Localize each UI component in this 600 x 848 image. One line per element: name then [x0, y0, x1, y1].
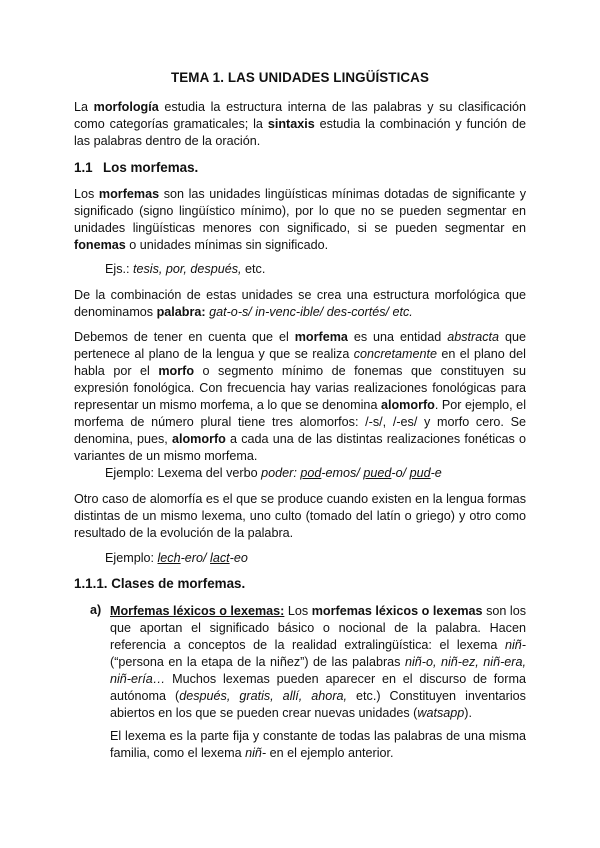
paragraph-alomorfia: Otro caso de alomorfía es el que se produce cuando existen en la lengua formas distintas de un mismo lexema, uno culto (tomado del latín o griego) y otro como resultado de la evolución de la palabra.: [74, 492, 526, 540]
section-title: Los morfemas.: [103, 160, 199, 175]
section-heading-morfemas: [74, 160, 198, 175]
example-lech-lact: Ejemplo: lech-ero/ lact-eo: [105, 551, 248, 565]
term-morfemas-lexicos: morfemas léxicos o lexemas: [311, 604, 483, 618]
term-morfologia: morfología: [93, 100, 159, 114]
section-heading-clases: 1.1.1. Clases de morfemas.: [74, 576, 246, 591]
term-morfema: morfema: [294, 330, 348, 344]
term-fonemas: fonemas: [74, 238, 126, 252]
example-ejs: Ejs.: tesis, por, después, etc.: [105, 262, 266, 276]
paragraph-lexema-fija: El lexema es la parte fija y constante de todas las palabras de una misma familia, como el lexema niñ- en el ejemplo anterior.: [110, 729, 526, 760]
paragraph-morfema-morfo-alomorfo: Debemos de tener en cuenta que el morfema es una entidad abstracta que pertenece al plano de la lengua y que se realiza concretamente en el plano del habla por el morfo o segmento mínimo de fonemas que constituyen su expresión fonológica. Con frecuencia hay varias realizaciones fonológicas para representar un mismo morfema, a lo que se denomina alomorfo. Por ejemplo, el morfema de número plural tiene tres alomorfos: /-s/, /-es/ y morfo cero. Se denomina, pues, alomorfo a cada una de las distintas realizaciones fonéticas o variantes de un mismo morfema.: [74, 330, 526, 463]
term-morfo: morfo: [158, 364, 195, 378]
term-alomorfo: alomorfo: [380, 398, 435, 412]
list-item-lexemas: Morfemas léxicos o lexemas: Los morfemas léxicos o lexemas son los que aportan el significado básico o nocional de la palabra. Hacen referencia a conceptos de la realidad extralingüística: el lexema niñ- (“persona en la etapa de la niñez”) de las palabras niñ-o, niñ-ez, niñ-era, niñ-ería… Muchos lexemas pueden aparecer en el discurso de forma autónoma (después, gratis, allí, ahora, etc.) Constituyen inventarios abiertos en los que se pueden crear nuevas unidades (watsapp).: [110, 604, 527, 720]
list-marker-a: a): [90, 603, 102, 617]
paragraph-morfemas-definition: Los morfemas son las unidades lingüísticas mínimas dotadas de significante y significado (signo lingüístico mínimo), por lo que no se pueden segmentar en unidades lingüísticas menores con significado, si se pueden segmentar en fonemas o unidades mínimas sin significado.: [74, 187, 526, 252]
page-title: TEMA 1. LAS UNIDADES LINGÜÍSTICAS: [171, 70, 429, 85]
paragraph-palabra: De la combinación de estas unidades se crea una estructura morfológica que denominamos palabra: gat-o-s/ in-venc-ible/ des-cortés/ etc.: [74, 288, 526, 319]
term-morfemas: morfemas: [98, 187, 160, 201]
term-palabra: palabra:: [156, 305, 206, 319]
example-poder: Ejemplo: Lexema del verbo poder: pod-emos/ pued-o/ pud-e: [105, 466, 442, 480]
section-number: 1.1: [74, 160, 93, 175]
term-alomorfo-2: alomorfo: [171, 432, 226, 446]
term-sintaxis: sintaxis: [267, 117, 315, 131]
intro-paragraph: La morfología estudia la estructura interna de las palabras y su clasificación como categorías gramaticales; la sintaxis estudia la combinación y función de las palabras dentro de la oración.: [74, 100, 527, 148]
item-heading: Morfemas léxicos o lexemas:: [110, 604, 285, 618]
